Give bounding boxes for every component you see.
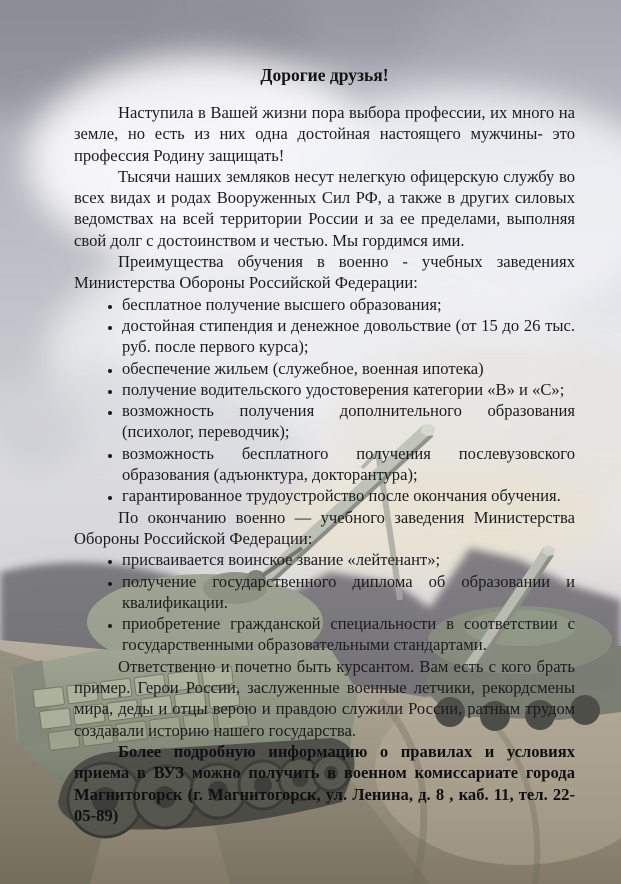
benefit-item: • достойная стипендия и денежное довольствие (от 15 до 26 тыс. руб. после первого курса); <box>122 315 575 358</box>
benefit-item: • гарантированное трудоустройство после окончания обучения. <box>122 485 575 506</box>
document-title: Дорогие друзья! <box>260 65 389 85</box>
graduation-benefits-list <box>74 549 575 655</box>
graduation-benefit-item: • приобретение гражданской специальности в соответствии с государственными образовательными стандартами. <box>122 613 575 656</box>
contact-paragraph: Более подробную информацию о правилах и условиях приема в ВУЗ можно получить в военном комиссариате города Магнитогорск (г. Магнитогорск, ул. Ленина, д. 8 , каб. 11, тел. 22-05-89) <box>74 741 575 825</box>
intro-paragraph-2: Тысячи наших земляков несут нелегкую офицерскую службу во всех видах и родах Вооруженных Сил РФ, а также в других силовых ведомствах на всей территории России и за ее пределами, выполняя свой долг с достоинством и честью. Мы гордимся ими. <box>74 166 575 250</box>
graduation-benefit-item: • получение государственного диплома об образовании и квалификации. <box>122 571 575 614</box>
graduation-heading: По окончанию военно — учебного заведения Министерства Обороны Российской Федерации: <box>74 507 575 548</box>
benefit-item: • возможность бесплатного получения послевузовского образования (адъюнктура, докторантура); <box>122 443 575 486</box>
closing-paragraph: Ответственно и почетно быть курсантом. Вам есть с кого брать пример. Герои России, заслуженные военные летчики, рекордсмены мира, деды и отцы верою и правдою служили России, ратным трудом создавали историю нашего государства. <box>74 656 575 740</box>
benefit-item: • возможность получения дополнительного образования (психолог, переводчик); <box>122 400 575 443</box>
graduation-benefit-item: • присваивается воинское звание «лейтенант»; <box>122 549 575 570</box>
document-content <box>74 64 575 826</box>
benefits-heading: Преимущества обучения в военно - учебных заведениях Министерства Обороны Российской Федерации: <box>74 252 575 293</box>
benefit-item: • получение водительского удостоверения категории «В» и «С»; <box>122 379 575 400</box>
intro-paragraph-1: Наступила в Вашей жизни пора выбора профессии, их много на земле, но есть из них одна достойная настоящего мужчины- это профессия Родину защищать! <box>74 103 575 165</box>
benefit-item: • бесплатное получение высшего образования; <box>122 294 575 315</box>
benefits-list <box>74 294 575 507</box>
benefit-item: • обеспечение жильем (служебное, военная ипотека) <box>122 358 575 379</box>
